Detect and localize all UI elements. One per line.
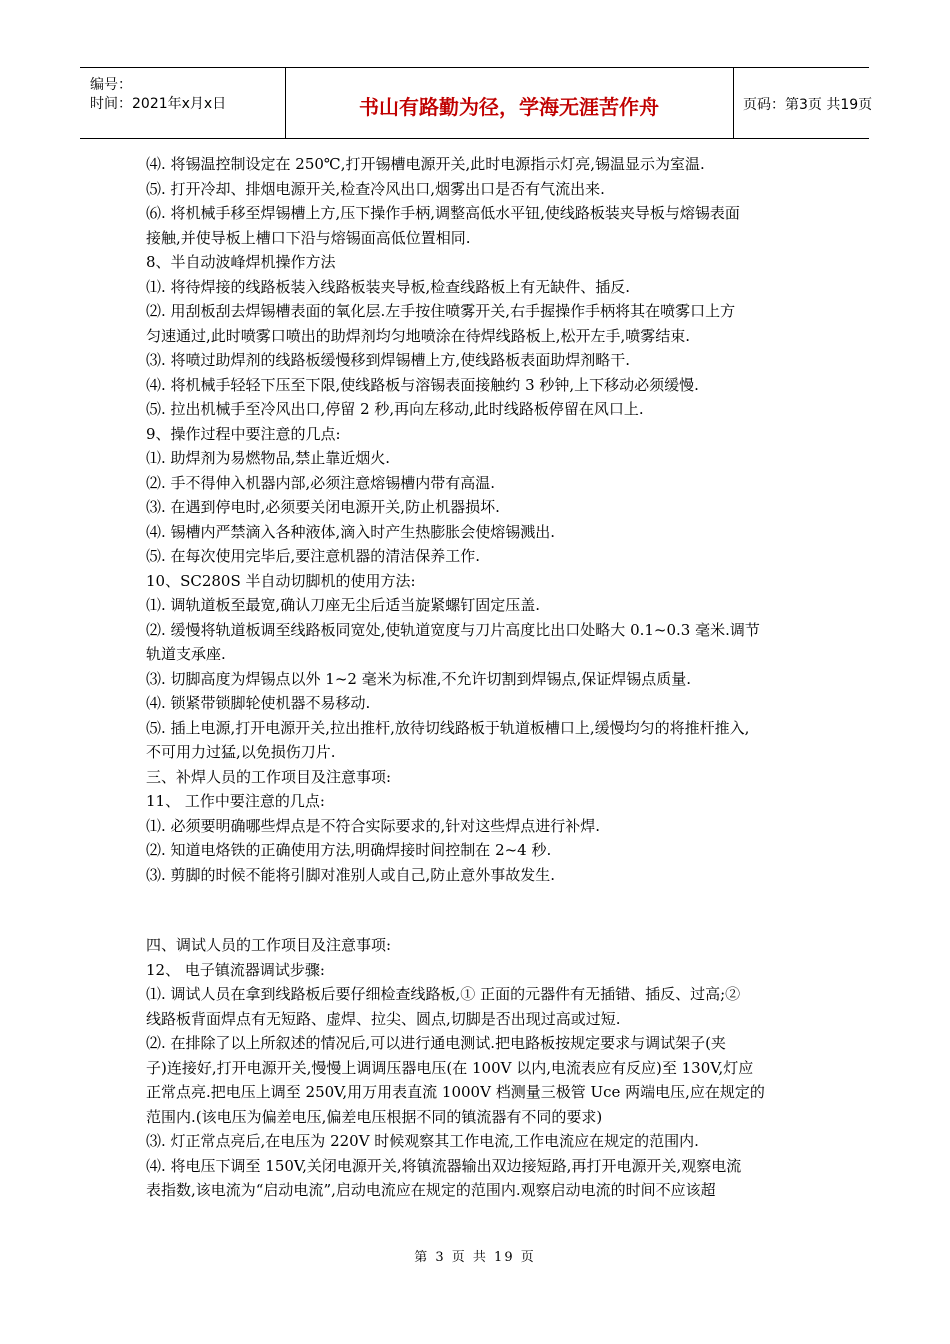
text-line: 不可用力过猛,以免损伤刀片.	[146, 743, 336, 761]
text-line: ⑴. 助焊剂为易燃物品,禁止靠近烟火.	[146, 449, 391, 467]
text-line: 10、SC280S 半自动切脚机的使用方法:	[146, 571, 416, 590]
body-block-debugging	[146, 933, 812, 1203]
text-line: ⑷. 将电压下调至 150V,关闭电源开关,将镇流器输出双边接短路,再打开电源开关,观察电流	[146, 1156, 742, 1175]
document-date-label: 时间：2021年x月x日	[90, 96, 227, 112]
text-line: 子)连接好,打开电源开关,慢慢上调调压器电压(在 100V 以内,电流表应有反应)至 130V,灯应	[146, 1058, 754, 1077]
document-body	[146, 152, 812, 1203]
text-line: ⑷. 锡槽内严禁滴入各种液体,滴入时产生热膨胀会使熔锡溅出.	[146, 522, 556, 541]
text-line: ⑹. 将机械手移至焊锡槽上方,压下操作手柄,调整高低水平钮,使线路板装夹导板与熔锡表面	[146, 204, 740, 222]
text-line: ⑶. 剪脚的时候不能将引脚对准别人或自己,防止意外事故发生.	[146, 865, 556, 884]
text-line: ⑷. 将锡温控制设定在 250℃,打开锡槽电源开关,此时电源指示灯亮,锡温显示为室温.	[146, 155, 705, 173]
text-line: 接触,并使导板上槽口下沿与熔锡面高低位置相同.	[146, 228, 471, 247]
text-line: ⑸. 打开冷却、排烟电源开关,检查冷风出口,烟雾出口是否有气流出来.	[146, 179, 605, 198]
text-line: 8、半自动波峰焊机操作方法	[146, 253, 336, 271]
text-line: ⑵. 用刮板刮去焊锡槽表面的氧化层.左手按住喷雾开关,右手握操作手柄将其在喷雾口上方	[146, 302, 736, 320]
text-line: 轨道支承座.	[146, 645, 226, 663]
text-line: 三、补焊人员的工作项目及注意事项:	[146, 767, 392, 786]
text-line: 线路板背面焊点有无短路、虚焊、拉尖、圆点,切脚是否出现过高或过短.	[146, 1009, 621, 1028]
text-line: ⑸. 拉出机械手至冷风出口,停留 2 秒,再向左移动,此时线路板停留在风口上.	[146, 400, 644, 418]
text-line: ⑷. 将机械手轻轻下压至下限,使线路板与溶锡表面接触约 3 秒钟,上下移动必须缓慢.	[146, 375, 699, 394]
text-line: 9、操作过程中要注意的几点:	[146, 424, 341, 443]
text-line: ⑷. 锁紧带锁脚轮使机器不易移动.	[146, 694, 371, 712]
text-line: ⑸. 在每次使用完毕后,要注意机器的清洁保养工作.	[146, 547, 481, 565]
text-line: 正常点亮.把电压上调至 250V,用万用表直流 1000V 档测量三极管 Uce 两端电压,应在规定的	[146, 1083, 765, 1101]
text-line: 匀速通过,此时喷雾口喷出的助焊剂均匀地喷涂在待焊线路板上,松开左手,喷雾结束.	[146, 326, 691, 345]
text-line: ⑴. 调轨道板至最宽,确认刀座无尘后适当旋紧螺钉固定压盖.	[146, 596, 541, 614]
text-line: 四、调试人员的工作项目及注意事项:	[146, 936, 392, 954]
header-page-number: 页码：第3页 共19页	[743, 97, 873, 113]
page-footer: 第 3 页 共 19 页	[414, 1250, 536, 1265]
text-line: 12、 电子镇流器调试步骤:	[146, 960, 325, 979]
body-block-soldering	[146, 152, 812, 887]
header-page-cell	[733, 68, 873, 138]
section-gap	[146, 887, 812, 933]
text-line: ⑶. 灯正常点亮后,在电压为 220V 时候观察其工作电流,工作电流应在规定的范围内.	[146, 1132, 699, 1150]
text-line: ⑵. 缓慢将轨道板调至线路板同宽处,使轨道宽度与刀片高度比出口处略大 0.1~0.3 毫米.调节	[146, 620, 760, 639]
text-line: ⑶. 在遇到停电时,必须要关闭电源开关,防止机器损坏.	[146, 498, 500, 516]
text-line: ⑴. 调试人员在拿到线路板后要仔细检查线路板,① 正面的元器件有无插错、插反、过高;②	[146, 985, 741, 1003]
text-line: ⑶. 将喷过助焊剂的线路板缓慢移到焊锡槽上方,使线路板表面助焊剂略干.	[146, 351, 631, 369]
text-line: 表指数,该电流为“启动电流”,启动电流应在规定的范围内.观察启动电流的时间不应该超	[146, 1181, 716, 1199]
header-motto-cell	[285, 68, 734, 138]
document-number-label: 编号：	[90, 77, 132, 93]
text-line: 范围内.(该电压为偏差电压,偏差电压根据不同的镇流器有不同的要求)	[146, 1107, 603, 1126]
text-line: ⑸. 插上电源,打开电源开关,拉出推杆,放待切线路板于轨道板槽口上,缓慢均匀的将推杆推入,	[146, 718, 750, 737]
text-line: ⑵. 手不得伸入机器内部,必须注意熔锡槽内带有高温.	[146, 473, 496, 492]
text-line: ⑴. 将待焊接的线路板装入线路板装夹导板,检查线路板上有无缺件、插反.	[146, 277, 631, 296]
header-info-cell	[80, 68, 286, 138]
text-line: ⑵. 知道电烙铁的正确使用方法,明确焊接时间控制在 2~4 秒.	[146, 841, 552, 859]
text-line: ⑴. 必须要明确哪些焊点是不符合实际要求的,针对这些焊点进行补焊.	[146, 816, 601, 835]
page-header	[80, 67, 873, 139]
text-line: ⑶. 切脚高度为焊锡点以外 1~2 毫米为标准,不允许切割到焊锡点,保证焊锡点质量.	[146, 669, 692, 688]
text-line: 11、 工作中要注意的几点:	[146, 792, 325, 810]
header-motto: 书山有路勤为径，学海无涯苦作舟	[359, 95, 659, 119]
text-line: ⑵. 在排除了以上所叙述的情况后,可以进行通电测试.把电路板按规定要求与调试架子(夹	[146, 1034, 726, 1052]
